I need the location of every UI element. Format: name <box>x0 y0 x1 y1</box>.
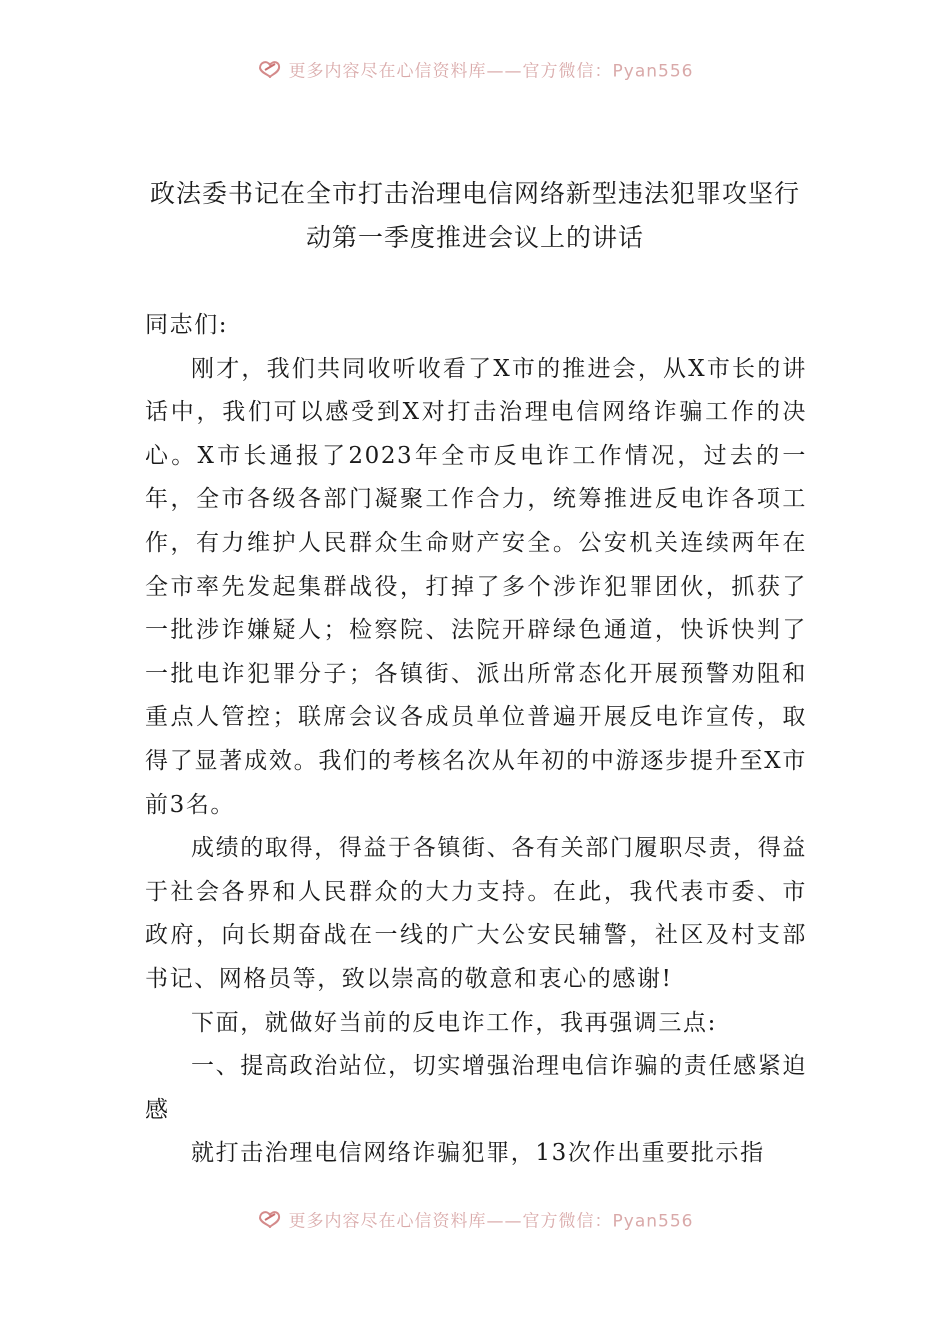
logo-icon <box>257 58 283 85</box>
footer-watermark <box>0 1208 950 1235</box>
watermark-text: 更多内容尽在心信资料库——官方微信：Pyan556 <box>288 1211 694 1232</box>
document-title: 政法委书记在全市打击治理电信网络新型违法犯罪攻坚行动第一季度推进会议上的讲话 <box>149 179 800 252</box>
document-body <box>145 304 807 1176</box>
paragraph: 就打击治理电信网络诈骗犯罪，13次作出重要批示指 <box>191 1140 765 1167</box>
logo-icon <box>257 1208 283 1235</box>
header-watermark <box>0 58 950 85</box>
salutation: 同志们: <box>145 312 229 338</box>
watermark-text: 更多内容尽在心信资料库——官方微信：Pyan556 <box>288 61 694 82</box>
paragraph: 刚才，我们共同收听收看了X市的推进会，从X市长的讲话中，我们可以感受到X对打击治理电信网络诈骗工作的决心。X市长通报了2023年全市反电诈工作情况，过去的一年，全市各级各部门凝聚工作合力，统筹推进反电诈各项工作，有力维护人民群众生命财产安全。公安机关连续两年在全市率先发起集群战役，打掉了多个涉诈犯罪团伙，抓获了一批涉诈嫌疑人；检察院、法院开辟绿色通道，快诉快判了一批电诈犯罪分子；各镇街、派出所常态化开展预警劝阻和重点人管控；联席会议各成员单位普遍开展反电诈宣传，取得了显著成效。我们的考核名次从年初的中游逐步提升至X市前3名。 <box>145 355 807 818</box>
paragraph: 下面，就做好当前的反电诈工作，我再强调三点: <box>191 1009 717 1036</box>
paragraph: 成绩的取得，得益于各镇街、各有关部门履职尽责，得益于社会各界和人民群众的大力支持。在此，我代表市委、市政府，向长期奋战在一线的广大公安民辅警，社区及村支部书记、网格员等，致以崇高的敬意和衷心的感谢! <box>145 835 807 992</box>
section-heading: 一、提高政治站位，切实增强治理电信诈骗的责任感紧迫感 <box>145 1053 807 1123</box>
